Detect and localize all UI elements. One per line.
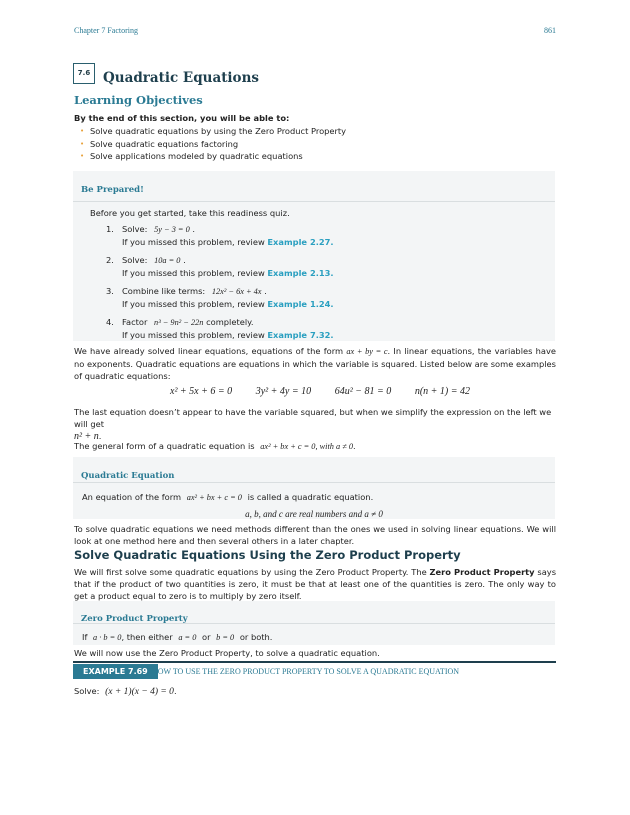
review-link[interactable]: Example 7.32.	[267, 330, 334, 340]
example-label: EXAMPLE 7.69	[73, 664, 158, 679]
review-link[interactable]: Example 2.13.	[267, 268, 334, 278]
objective-item: • Solve quadratic equations factoring	[80, 138, 346, 151]
example-title: HOW TO USE THE ZERO PRODUCT PROPERTY TO SOLVE A QUADRATIC EQUATION	[152, 667, 460, 676]
zero-product-title: Zero Product Property	[81, 614, 188, 624]
page-number: 861	[544, 26, 556, 35]
equation: 64u² − 81 = 0	[334, 386, 392, 397]
be-prepared-title: Be Prepared!	[81, 185, 144, 195]
objective-item: • Solve quadratic equations by using the Zero Product Property	[80, 125, 346, 138]
example-equations	[170, 386, 470, 397]
equation: n(n + 1) = 42	[414, 386, 470, 397]
subsection-heading: Solve Quadratic Equations Using the Zero Product Property	[74, 548, 461, 562]
section-number: 7.6	[73, 63, 95, 84]
quiz-item: 1. Solve: 5y − 3 = 0 . If you missed this problem, review Example 2.27.	[106, 224, 334, 247]
paragraph-methods: To solve quadratic equations we need methods different than the ones we used in solving linear equations. We will look at one method here and then several others in a later chapter.	[74, 524, 556, 546]
quadratic-equation-title: Quadratic Equation	[81, 471, 175, 481]
running-header-chapter: Chapter 7 Factoring	[74, 26, 138, 35]
zero-product-box	[73, 601, 555, 645]
be-prepared-box	[73, 171, 555, 341]
quadratic-equation-box	[73, 457, 555, 519]
review-link[interactable]: Example 1.24.	[267, 299, 334, 309]
quadratic-definition: An equation of the form ax² + bx + c = 0 is called a quadratic equation.	[82, 492, 374, 502]
quadratic-condition: a, b, and c are real numbers and a ≠ 0	[245, 509, 383, 519]
example-problem: Solve: (x + 1)(x − 4) = 0.	[74, 686, 177, 697]
paragraph-general-form: The general form of a quadratic equation is ax² + bx + c = 0, with a ≠ 0.	[74, 441, 356, 451]
zero-product-statement: If a · b = 0, then either a = 0 or b = 0 or both.	[82, 632, 273, 642]
quiz-item: 4. Factor n³ − 9n² − 22n completely. If you missed this problem, review Example 7.32.	[106, 317, 334, 340]
review-link[interactable]: Example 2.27.	[267, 237, 334, 247]
quiz-list	[106, 223, 555, 341]
paragraph-now-use: We will now use the Zero Product Property, to solve a quadratic equation.	[74, 648, 380, 658]
quiz-item: 3. Combine like terms: 12x² − 6x + 4x . If you missed this problem, review Example 1.24.	[106, 286, 334, 309]
quiz-item: 2. Solve: 10a = 0 . If you missed this problem, review Example 2.13.	[106, 255, 334, 278]
paragraph-linear: We have already solved linear equations, equations of the form ax + by = c. In linear equations, the variables have no exponents. Quadratic equations are equations in which the variable is squared. Listed below are some examples of quadratic equations:	[74, 346, 557, 381]
objectives-list	[80, 125, 346, 163]
objectives-lead: By the end of this section, you will be able to:	[74, 113, 290, 123]
quiz-intro: Before you get started, take this readiness quiz.	[90, 208, 290, 218]
equation: 3y² + 4y = 10	[255, 386, 312, 397]
objective-item: • Solve applications modeled by quadratic equations	[80, 150, 346, 163]
section-title: Quadratic Equations	[103, 70, 259, 86]
objectives-title: Learning Objectives	[74, 93, 203, 107]
paragraph-last-equation: The last equation doesn’t appear to have the variable squared, but when we simplify the expression on the left we will get n² + n.	[74, 407, 552, 442]
equation: x² + 5x + 6 = 0	[170, 386, 233, 397]
example-rule	[73, 661, 556, 663]
paragraph-zero-product: We will first solve some quadratic equations by using the Zero Product Property. The Zero Product Property says that if the product of two quantities is zero, it must be that at least one of the quantities is zero. The only way to get a product equal to zero is to multiply by zero itself.	[74, 567, 557, 601]
